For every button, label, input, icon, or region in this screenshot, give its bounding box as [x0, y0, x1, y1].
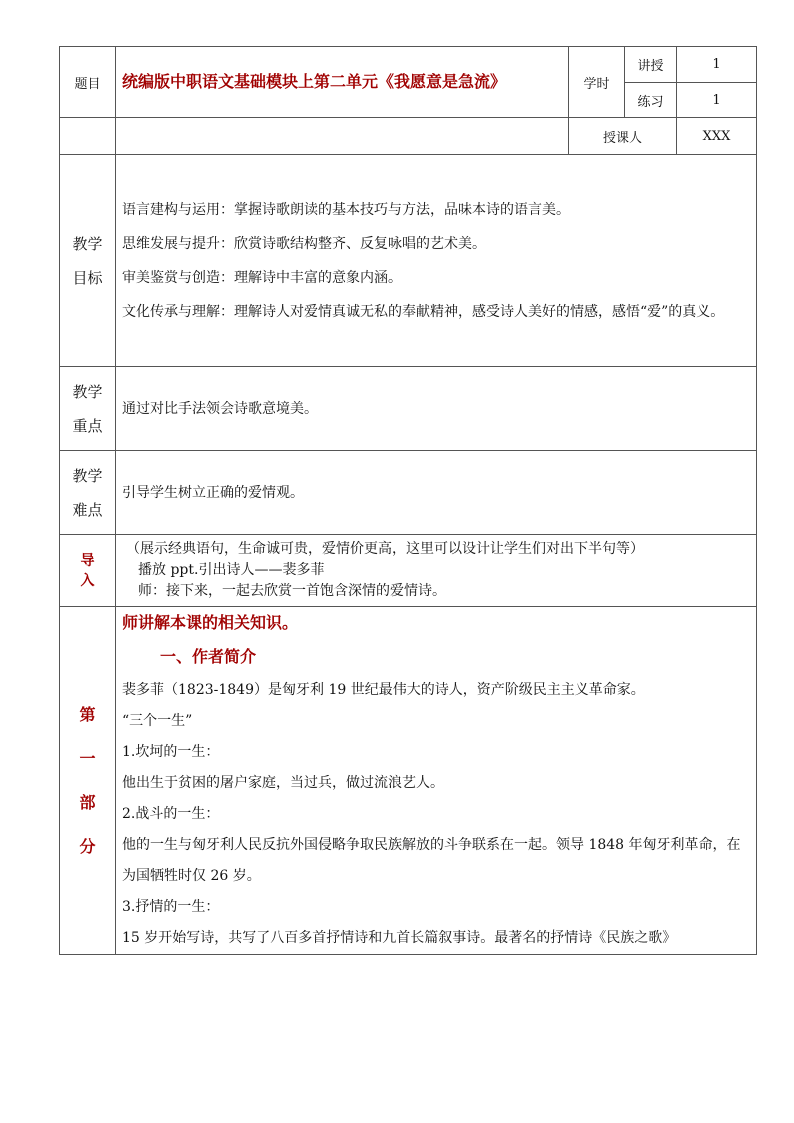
goals-label-line2: 目标	[72, 268, 103, 287]
goals-content	[116, 155, 757, 367]
keypoints-label	[60, 367, 116, 451]
part1-line: 裴多菲（1823-1849）是匈牙利 19 世纪最伟大的诗人，资产阶级民主主义革命家。	[122, 682, 645, 698]
teacher-label: 授课人	[569, 118, 677, 155]
goals-label-line1: 教学	[72, 234, 103, 253]
part1-line: 1.坎坷的一生：	[122, 744, 220, 760]
part1-label	[60, 607, 116, 955]
intro-line: 播放 ppt.引出诗人——裴多菲	[138, 562, 325, 578]
goal-item: 思维发展与提升：欣赏诗歌结构整齐、反复咏唱的艺术美。	[122, 235, 486, 252]
intro-label	[60, 535, 116, 607]
lesson-title: 统编版中职语文基础模块上第二单元《我愿意是急流》	[116, 47, 569, 118]
goals-label	[60, 155, 116, 367]
intro-line: 师：接下来，一起去欣赏一首饱含深情的爱情诗。	[138, 583, 446, 599]
keypoints-label-line2: 重点	[72, 416, 103, 435]
intro-label-line1: 导	[80, 552, 95, 569]
part1-line: 3.抒情的一生：	[122, 899, 220, 915]
part1-content	[116, 607, 757, 955]
difficulties-content: 引导学生树立正确的爱情观。	[116, 451, 757, 535]
goal-item: 文化传承与理解：理解诗人对爱情真诚无私的奉献精神，感受诗人美好的情感，感悟“爱”的真义。	[122, 303, 725, 320]
intro-label-line2: 入	[80, 572, 95, 589]
teacher-value: XXX	[677, 118, 757, 155]
difficulties-label-line1: 教学	[72, 466, 103, 485]
part1-line: 15 岁开始写诗，共写了八百多首抒情诗和九首长篇叙事诗。最著名的抒情诗《民族之歌》	[122, 930, 677, 946]
hours-label: 学时	[569, 47, 625, 118]
part1-heading: 师讲解本课的相关知识。	[122, 613, 299, 632]
title-filler	[116, 118, 569, 155]
keypoints-label-line1: 教学	[72, 382, 103, 401]
goal-item: 语言建构与运用：掌握诗歌朗读的基本技巧与方法，品味本诗的语言美。	[122, 201, 570, 218]
part1-line: 他出生于贫困的屠户家庭，当过兵，做过流浪艺人。	[122, 775, 444, 791]
practice-value: 1	[677, 83, 757, 118]
goal-item: 审美鉴赏与创造：理解诗中丰富的意象内涵。	[122, 269, 402, 286]
part1-label-char: 第	[79, 704, 96, 724]
part1-label-char: 部	[79, 792, 96, 812]
keypoints-content: 通过对比手法领会诗歌意境美。	[116, 367, 757, 451]
part1-label-char: 分	[79, 836, 96, 856]
author-intro-heading: 一、作者简介	[160, 647, 257, 666]
topic-label: 题目	[60, 47, 116, 118]
part1-label-char: 一	[79, 748, 96, 768]
intro-line: （展示经典语句，生命诚可贵，爱情价更高，这里可以设计让学生们对出下半句等）	[126, 541, 644, 557]
lesson-plan-table	[59, 46, 757, 955]
lesson-plan-sheet	[59, 46, 756, 955]
part1-line: “三个一生”	[122, 713, 193, 729]
lecture-label: 讲授	[625, 47, 677, 83]
intro-content	[116, 535, 757, 607]
part1-line: 2.战斗的一生：	[122, 806, 220, 822]
topic-label-filler	[60, 118, 116, 155]
lecture-value: 1	[677, 47, 757, 83]
practice-label: 练习	[625, 83, 677, 118]
difficulties-label	[60, 451, 116, 535]
part1-line: 他的一生与匈牙利人民反抗外国侵略争取民族解放的斗争联系在一起。领导 1848 年匈牙利革命，在为国牺牲时仅 26 岁。	[122, 837, 741, 884]
difficulties-label-line2: 难点	[72, 500, 103, 519]
